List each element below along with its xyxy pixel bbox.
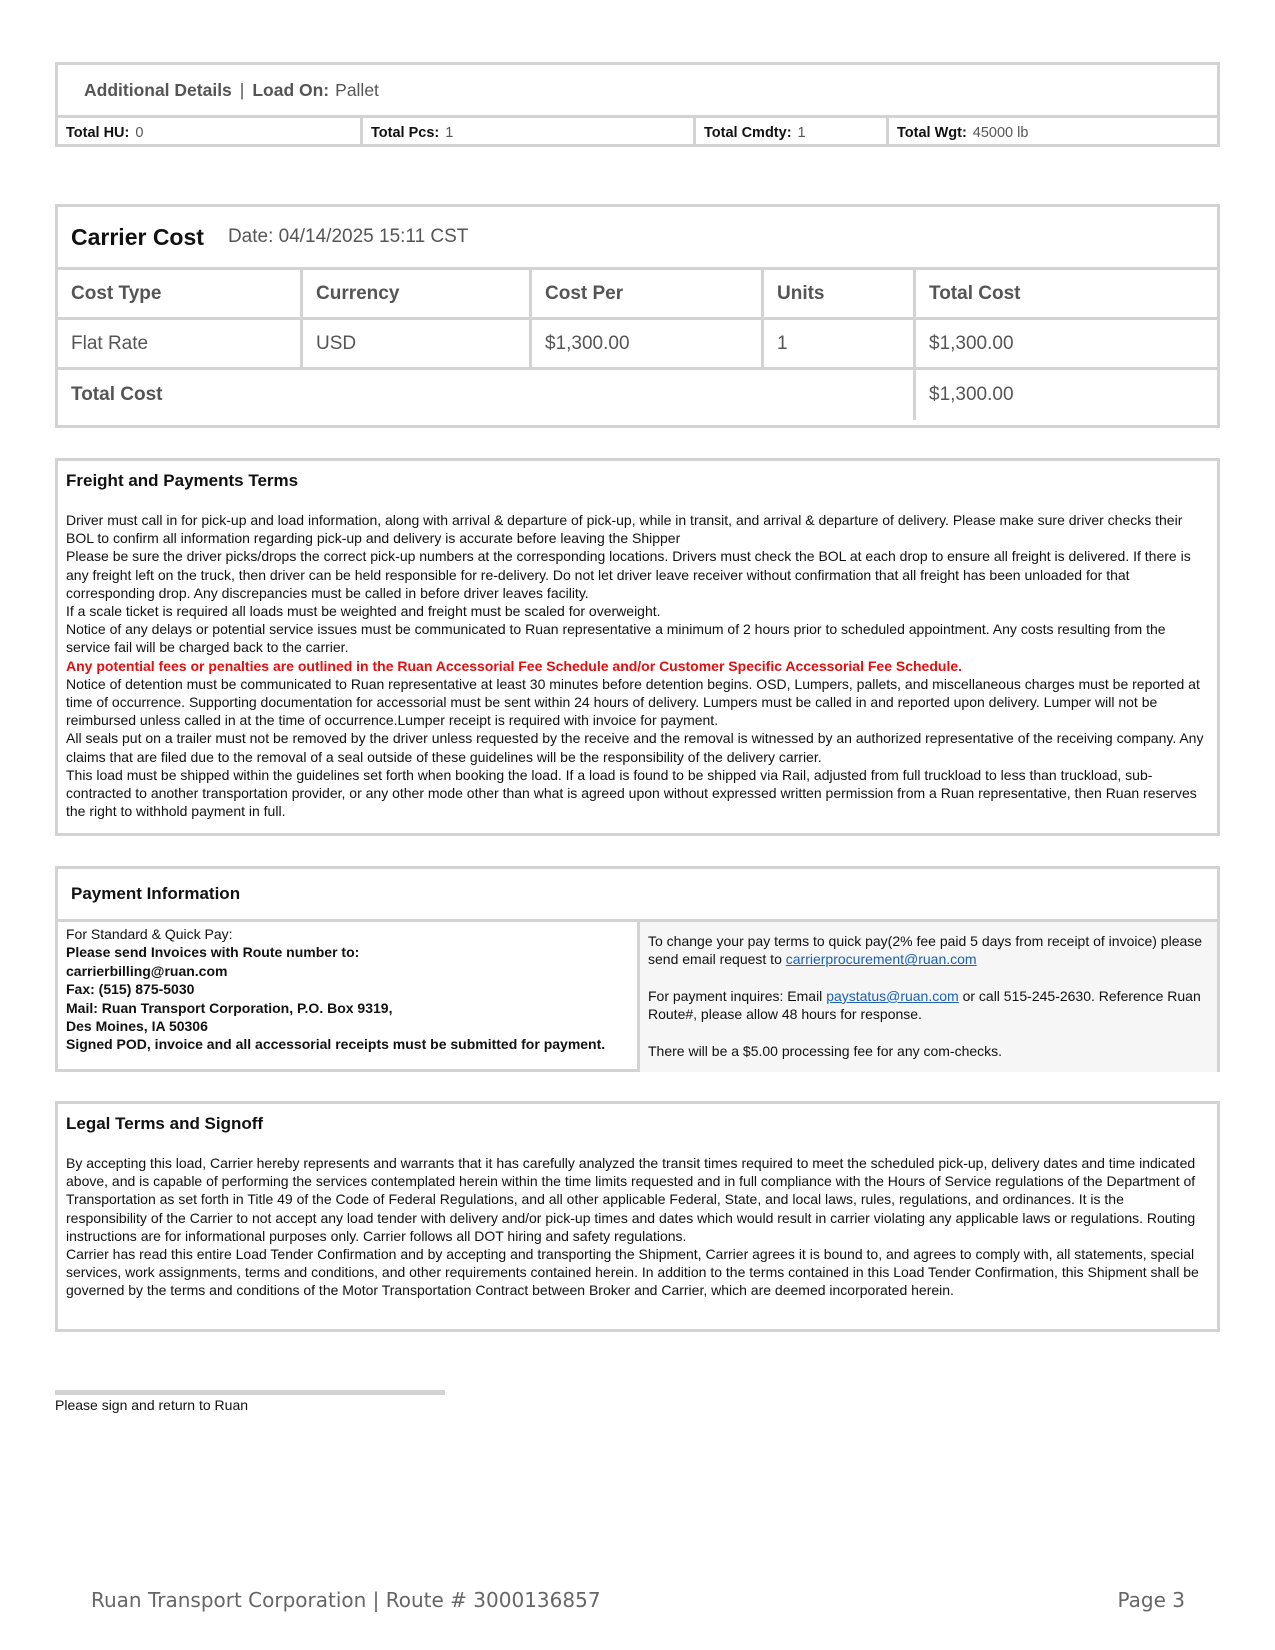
paragraph: Notice of detention must be communicated to Ruan representative at least 30 minutes before detention begins. OSD, Lumpers, pallets, and miscellaneous charges must be reported at time of occurrence. Supporting documentation for accessorial must be sent within 24 hours of delivery. Lumpers must be called in and reported upon delivery. Lumper will not be reimbursed unless called in at the time of occurrence.Lumper receipt is required with invoice for payment. (66, 675, 1200, 729)
table-row (58, 320, 1217, 370)
payment-left-column (58, 922, 640, 1072)
signature-instruction: Please sign and return to Ruan (55, 1397, 249, 1413)
billing-fax: Fax: (515) 875-5030 (66, 981, 195, 998)
freight-terms-section (55, 458, 1220, 836)
additional-details-header: Additional Details | Load On: Pallet (58, 65, 1217, 118)
load-on-value: Pallet (335, 79, 379, 100)
paystatus-email-link[interactable]: paystatus@ruan.com (826, 987, 959, 1004)
total-cmdty: Total Cmdty: 1 (696, 118, 889, 147)
additional-details-title: Additional Details (84, 79, 232, 100)
cost-table-header (58, 270, 1217, 320)
footer-company-route: Ruan Transport Corporation | Route # 3000136857 (91, 1588, 601, 1612)
column-header: Cost Per (532, 270, 764, 317)
legal-terms-body (66, 1154, 1207, 1300)
total-wgt: Total Wgt: 45000 lb (897, 124, 1029, 141)
total-pcs: Total Pcs: 1 (363, 118, 696, 147)
payment-info-section (55, 866, 1220, 1072)
footer-page-number: Page 3 (1117, 1588, 1185, 1612)
carrier-cost-title: Carrier Cost (71, 223, 204, 250)
payment-requirement: Signed POD, invoice and all accessorial receipts must be submitted for payment. (66, 1036, 606, 1053)
column-header: Currency (303, 270, 532, 317)
paragraph: Please be sure the driver picks/drops the correct pick-up numbers at the corresponding locations. Drivers must check the BOL at each drop to ensure all freight is delivered. If there is any freight left on the truck, then driver can be held responsible for re-delivery. Do not let driver leave receiver without confirmation that all freight has been unloaded for that corresponding drop. Any discrepancies must be called in before driver leaves facility. (66, 548, 1191, 601)
billing-city: Des Moines, IA 50306 (66, 1018, 208, 1035)
freight-terms-body (66, 511, 1207, 820)
carrier-cost-date: Date: 04/14/2025 15:11 CST (227, 226, 469, 247)
payment-info-title: Payment Information (71, 884, 241, 903)
processing-fee-note: There will be a $5.00 processing fee for any com-checks. (648, 1042, 1003, 1059)
cost-type-cell: Flat Rate (58, 320, 303, 367)
additional-details-section (55, 62, 1220, 147)
total-cost-label: Total Cost (58, 370, 916, 420)
payment-inquiry-note: For payment inquires: Email paystatus@ruan.com or call 515-245-2630. Reference Ruan Route#, please allow 48 hours for response. (648, 987, 1201, 1023)
paragraph: If a scale ticket is required all loads must be weighted and freight must be scaled for overweight. (66, 603, 661, 620)
payment-columns (58, 922, 1217, 1072)
totals-row (58, 118, 1217, 147)
signature-line[interactable] (55, 1390, 445, 1395)
load-on-label: Load On: (252, 79, 330, 100)
payment-info-header (58, 869, 1217, 922)
total-hu: Total HU: 0 (58, 118, 363, 147)
total-cost-value: $1,300.00 (929, 384, 1014, 405)
fee-warning: Any potential fees or penalties are outlined in the Ruan Accessorial Fee Schedule and/or Customer Specific Accessorial Fee Schedule. (66, 657, 963, 674)
units-cell: 1 (764, 320, 916, 367)
legal-terms-section (55, 1101, 1220, 1332)
payment-line: Please send Invoices with Route number to: (66, 944, 360, 961)
quick-pay-note: To change your pay terms to quick pay(2% fee paid 5 days from receipt of invoice) please send email request to carrierprocurement@ruan.com (648, 933, 1203, 968)
paragraph: This load must be shipped within the guidelines set forth when booking the load. If a load is found to be shipped via Rail, adjusted from full truckload to less than truckload, sub-contracted to another transportation provider, or any other mode other than what is agreed upon without expressed written permission from a Ruan representative, then Ruan reserves the right to withhold payment in full. (66, 766, 1197, 820)
total-row (58, 370, 1217, 420)
procurement-email-link[interactable]: carrierprocurement@ruan.com (785, 951, 977, 968)
freight-terms-title: Freight and Payments Terms (66, 471, 299, 490)
cost-per-cell: $1,300.00 (532, 320, 764, 367)
paragraph: All seals put on a trailer must not be removed by the driver unless requested by the receive and the removal is witnessed by an authorized representative of the receiving company. Any claims that are filed due to the removal of a seal outside of these guidelines will be the responsibility of the delivery carrier. (66, 730, 1204, 765)
total-cost-cell: $1,300.00 (929, 332, 1014, 354)
column-header: Total Cost (929, 282, 1021, 304)
paragraph: Carrier has read this entire Load Tender Confirmation and by accepting and transporting the Shipment, Carrier agrees it is bound to, and agrees to comply with, all statements, special services, work assignments, terms and conditions, and other requirements contained herein. In addition to the terms contained in this Load Tender Confirmation, this Shipment shall be governed by the terms and conditions of the Motor Transportation Contract between Broker and Carrier, which are deemed incorporated herein. (66, 1246, 1199, 1299)
currency-cell: USD (303, 320, 532, 367)
carrier-cost-header (58, 207, 1217, 270)
paragraph: Notice of any delays or potential service issues must be communicated to Ruan representative a minimum of 2 hours prior to scheduled appointment. Any costs resulting from the service fail will be charged back to the carrier. (66, 621, 1166, 656)
payment-right-column (640, 922, 1217, 1072)
payment-intro: For Standard & Quick Pay: (66, 926, 233, 942)
carrier-cost-section (55, 204, 1220, 428)
column-header: Units (764, 270, 916, 317)
billing-email: carrierbilling@ruan.com (66, 962, 228, 979)
billing-mail: Mail: Ruan Transport Corporation, P.O. Box 9319, (66, 999, 393, 1016)
column-header: Cost Type (58, 270, 303, 317)
paragraph: By accepting this load, Carrier hereby represents and warrants that it has carefully analyzed the transit times required to meet the scheduled pick-up, delivery dates and time indicated above, and is capable of performing the services contemplated herein within the time limits requested and in full compliance with the Hours of Service regulations of the Department of Transportation as set forth in Title 49 of the Code of Federal Regulations, and all other applicable Federal, State, and local laws, rules, regulations, and ordinances. It is the responsibility of the Carrier to not accept any load tender with delivery and/or pick-up times and dates which would result in carrier violating any applicable laws or regulations. Routing instructions are for informational purposes only. Carrier follows all DOT hiring and safety regulations. (66, 1155, 1196, 1244)
paragraph: Driver must call in for pick-up and load information, along with arrival & departure of pick-up, while in transit, and arrival & departure of delivery. Please make sure driver checks their BOL to confirm all information regarding pick-up and delivery is accurate before leaving the Shipper (66, 512, 1183, 547)
legal-terms-title: Legal Terms and Signoff (66, 1114, 264, 1133)
